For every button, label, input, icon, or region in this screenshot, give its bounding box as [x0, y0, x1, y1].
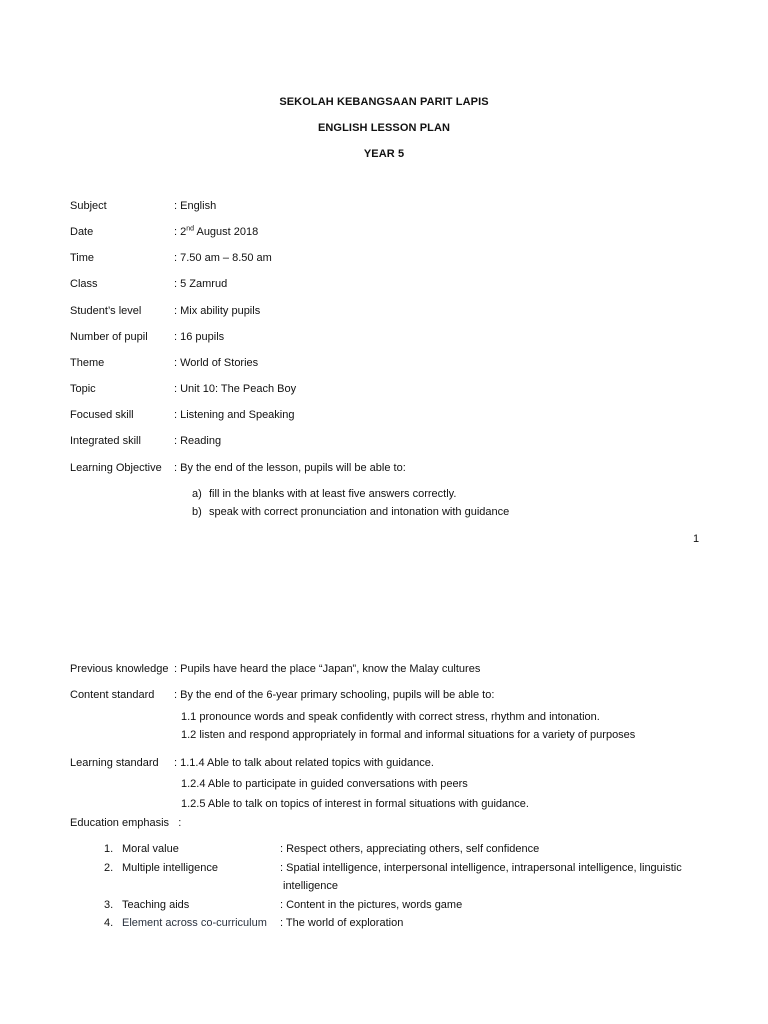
emphasis-name: Teaching aids [122, 899, 190, 911]
time-row [70, 251, 728, 265]
content-standard-value: : By the end of the 6-year primary schooling, pupils will be able to: [174, 689, 495, 701]
emphasis-name: Moral value [122, 843, 179, 855]
pupils-value: : 16 pupils [174, 331, 225, 343]
content-standard-item: 1.1 pronounce words and speak confidently with correct stress, rhythm and intonation. [181, 711, 600, 723]
focused-skill-label: Focused skill [70, 409, 134, 421]
objective-item [0, 487, 768, 501]
subject-row [70, 199, 728, 213]
time-label: Time [70, 252, 95, 264]
topic-label: Topic [70, 383, 96, 395]
date-row [70, 225, 728, 239]
time-value: : 7.50 am – 8.50 am [174, 252, 272, 264]
content-standard-item: 1.2 listen and respond appropriately in formal and informal situations for a variety of purposes [181, 729, 636, 741]
previous-knowledge-label: Previous knowledge [70, 663, 169, 675]
emphasis-name: Element across co-curriculum [122, 917, 267, 929]
objective-item [0, 505, 768, 519]
emphasis-number: 4. [104, 917, 114, 929]
level-row [70, 304, 728, 318]
class-label: Class [70, 278, 98, 290]
emphasis-value: : Respect others, appreciating others, self confidence [280, 843, 540, 855]
learning-standard-value: : 1.1.4 Able to talk about related topics with guidance. [174, 757, 434, 769]
date-value [174, 225, 258, 239]
subject-label: Subject [70, 200, 107, 212]
year-heading: YEAR 5 [363, 148, 405, 160]
content-standard-label: Content standard [70, 689, 155, 701]
integrated-skill-label: Integrated skill [70, 435, 141, 447]
content-standard-row [70, 688, 728, 702]
previous-knowledge-row [70, 662, 728, 676]
focused-skill-value: : Listening and Speaking [174, 409, 295, 421]
date-value-prefix: : 2 [174, 226, 187, 238]
class-row [70, 277, 728, 291]
lesson-plan-title: ENGLISH LESSON PLAN [317, 122, 451, 134]
objective-text: speak with correct pronunciation and intonation with guidance [209, 506, 510, 518]
learning-standard-item: 1.2.4 Able to participate in guided conversations with peers [181, 778, 468, 790]
learning-standard-item: 1.2.5 Able to talk on topics of interest in formal situations with guidance. [181, 798, 529, 810]
date-label: Date [70, 226, 94, 238]
emphasis-value: : Content in the pictures, words game [280, 899, 463, 911]
emphasis-number: 2. [104, 862, 114, 874]
learning-standard-label: Learning standard [70, 757, 159, 769]
date-value-suffix: August 2018 [194, 226, 259, 238]
emphasis-name: Multiple intelligence [122, 862, 218, 874]
date-value-ordinal: nd [186, 225, 195, 233]
emphasis-value-continuation: intelligence [283, 880, 339, 892]
subject-value: : English [174, 200, 217, 212]
school-name: SEKOLAH KEBANGSAAN PARIT LAPIS [279, 96, 489, 108]
theme-label: Theme [70, 357, 105, 369]
emphasis-value: : Spatial intelligence, interpersonal intelligence, intrapersonal intelligence, linguistic [280, 862, 682, 874]
topic-value: : Unit 10: The Peach Boy [174, 383, 297, 395]
learning-objective-label: Learning Objective [70, 462, 162, 474]
emphasis-number: 1. [104, 843, 114, 855]
pupils-label: Number of pupil [70, 331, 148, 343]
objective-text: fill in the blanks with at least five answers correctly. [209, 488, 457, 500]
learning-objective-value: : By the end of the lesson, pupils will be able to: [174, 462, 406, 474]
topic-row [70, 382, 728, 396]
level-label: Student’s level [70, 305, 142, 317]
page-number: 1 [693, 533, 700, 545]
education-emphasis-label: Education emphasis : [70, 817, 182, 829]
emphasis-value: : The world of exploration [280, 917, 404, 929]
learning-standard-row [70, 756, 728, 770]
integrated-skill-value: : Reading [174, 435, 222, 447]
pupils-row [70, 330, 728, 344]
theme-value: : World of Stories [174, 357, 259, 369]
learning-objective-row [70, 461, 728, 475]
theme-row [70, 356, 728, 370]
focused-skill-row [70, 408, 728, 422]
objective-letter: b) [192, 506, 202, 518]
page-2 [0, 560, 768, 1024]
previous-knowledge-value: : Pupils have heard the place “Japan”, know the Malay cultures [174, 663, 481, 675]
emphasis-number: 3. [104, 899, 114, 911]
objective-letter: a) [192, 488, 202, 500]
level-value: : Mix ability pupils [174, 305, 261, 317]
class-value: : 5 Zamrud [174, 278, 228, 290]
integrated-skill-row [70, 434, 728, 448]
